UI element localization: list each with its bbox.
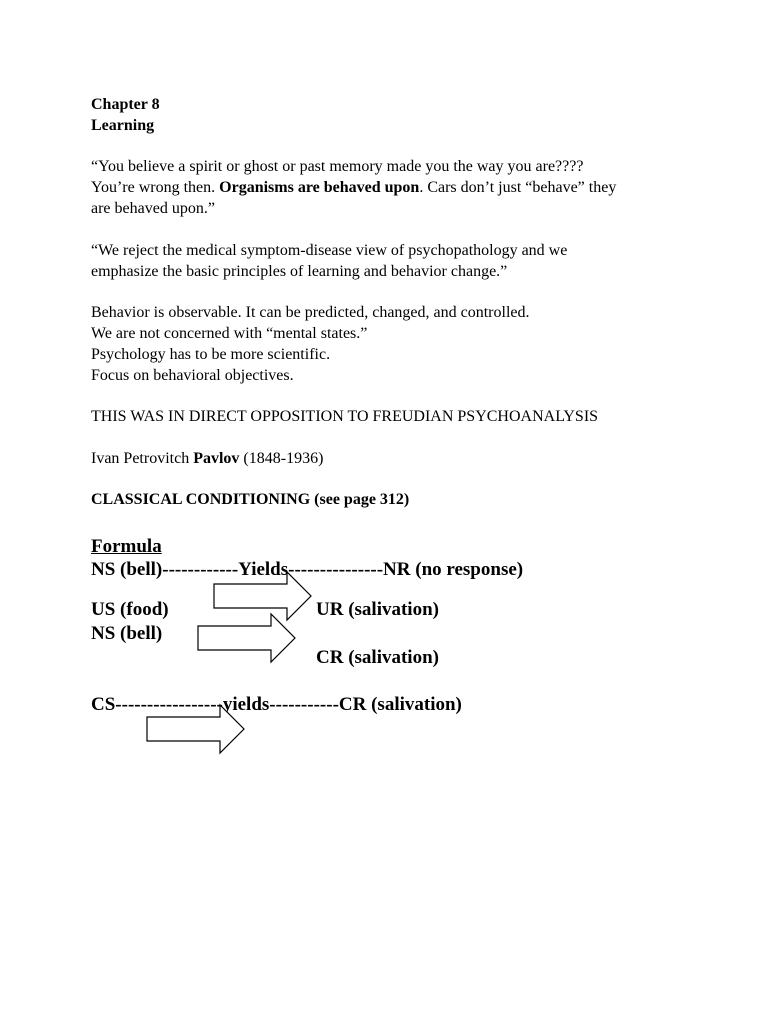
principle-2: We are not concerned with “mental states.” [91, 325, 368, 342]
chapter-title: Learning [91, 117, 155, 134]
opposition-statement: THIS WAS IN DIRECT OPPOSITION TO FREUDIAN PSYCHOANALYSIS [91, 408, 599, 425]
quote2-line1: “We reject the medical symptom-disease view of psychopathology and we [91, 242, 568, 259]
principle-1: Behavior is observable. It can be predicted, changed, and controlled. [91, 304, 530, 321]
quote1-bold-phrase: Organisms are behaved upon [219, 179, 420, 196]
formula-heading: Formula [91, 536, 162, 557]
classical-conditioning-heading: CLASSICAL CONDITIONING (see page 312) [91, 491, 410, 508]
pavlov-surname: Pavlov [193, 450, 240, 467]
quote1-line2-after: . Cars don’t just “behave” they [419, 179, 617, 196]
arrow-right-icon [146, 703, 246, 755]
formula-ns-bell: NS (bell) [91, 623, 163, 644]
formula-cs-line: CS-----------------yields-----------CR (salivation) [91, 694, 462, 715]
formula-ns-line: NS (bell)------------Yields---------------NR (no response) [91, 559, 524, 580]
pavlov-first-names: Ivan Petrovitch [91, 450, 194, 467]
chapter-number: Chapter 8 [91, 96, 160, 113]
formula-cr-salivation: CR (salivation) [316, 647, 439, 668]
formula-us-food: US (food) [91, 599, 169, 620]
principle-4: Focus on behavioral objectives. [91, 367, 294, 384]
quote1-line1: “You believe a spirit or ghost or past memory made you the way you are???? [91, 158, 584, 175]
pavlov-line [91, 448, 323, 469]
quote1-line2 [91, 177, 616, 198]
quote1-line3: are behaved upon.” [91, 200, 215, 217]
principle-3: Psychology has to be more scientific. [91, 346, 331, 363]
quote1-line2-before: You’re wrong then. [91, 179, 220, 196]
arrow-right-icon [197, 612, 297, 664]
formula-ur-salivation: UR (salivation) [316, 599, 439, 620]
quote2-line2: emphasize the basic principles of learning and behavior change.” [91, 263, 508, 280]
pavlov-dates: (1848-1936) [239, 450, 324, 467]
